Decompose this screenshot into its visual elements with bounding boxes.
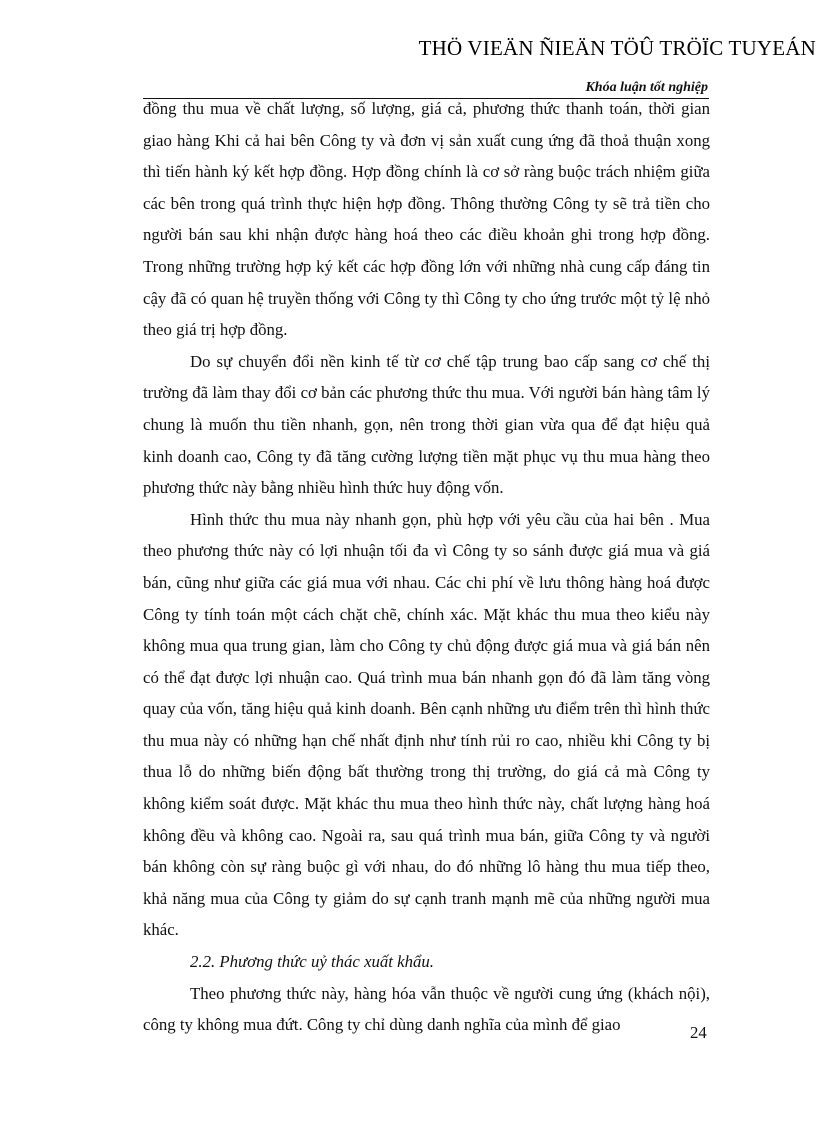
- site-header: THÖ VIEÄN ÑIEÄN TÖÛ TRÖÏC TUYEÁN: [418, 36, 816, 60]
- body-paragraph: Hình thức thu mua này nhanh gọn, phù hợp với yêu cầu của hai bên . Mua theo phương thức này có lợi nhuận tối đa vì Công ty so sánh được giá mua và giá bán, cũng như giữa các giá mua với nhau. Các chi phí về lưu thông hàng hoá được Công ty tính toán một cách chặt chẽ, chính xác. Mặt khác thu mua theo kiểu này không mua qua trung gian, làm cho Công ty chủ động được giá mua và giá bán nên có thể đạt được lợi nhuận cao. Quá trình mua bán nhanh gọn đó đã làm tăng vòng quay của vốn, tăng hiệu quả kinh doanh. Bên cạnh những ưu điểm trên thì hình thức thu mua này có những hạn chế nhất định như tính rủi ro cao, nhiều khi Công ty bị thua lỗ do những biến động bất thường trong thị trường, do giá cả mà Công ty không kiểm soát được. Mặt khác thu mua theo hình thức này, chất lượng hàng hoá không đều và không cao. Ngoài ra, sau quá trình mua bán, giữa Công ty và người bán không còn sự ràng buộc gì với nhau, do đó những lô hàng thu mua tiếp theo, khả năng mua của Công ty giảm do sự cạnh tranh mạnh mẽ của những người mua khác.: [143, 509, 710, 940]
- document-type-header: Khóa luận tốt nghiệp: [585, 80, 708, 95]
- body-paragraph: Theo phương thức này, hàng hóa vẫn thuộc về người cung ứng (khách nội), công ty không mua đứt. Công ty chỉ dùng danh nghĩa của mình để giao: [143, 983, 710, 1035]
- body-paragraph: đồng thu mua về chất lượng, số lượng, giá cả, phương thức thanh toán, thời gian giao hàng Khi cả hai bên Công ty và đơn vị sản xuất cung ứng đã thoả thuận xong thì tiến hành ký kết hợp đồng. Hợp đồng chính là cơ sở ràng buộc trách nhiệm giữa các bên trong quá trình thực hiện hợp đồng. Thông thường Công ty sẽ trả tiền cho người bán sau khi nhận được hàng hoá theo các điều khoản ghi trong hợp đồng. Trong những trường hợp ký kết các hợp đồng lớn với những nhà cung cấp đáng tin cậy đã có quan hệ truyền thống với Công ty thì Công ty cho ứng trước một tỷ lệ nhỏ theo giá trị hợp đồng.: [143, 99, 710, 340]
- section-heading: 2.2. Phương thức uỷ thác xuất khẩu.: [190, 952, 434, 972]
- body-paragraph: Do sự chuyển đổi nền kinh tế từ cơ chế tập trung bao cấp sang cơ chế thị trường đã làm thay đổi cơ bản các phương thức thu mua. Với người bán hàng tâm lý chung là muốn thu tiền nhanh, gọn, nên trong thời gian vừa qua để đạt hiệu quả kinh doanh cao, Công ty đã tăng cường lượng tiền mặt phục vụ thu mua hàng theo phương thức này bằng nhiều hình thức huy động vốn.: [143, 351, 710, 498]
- document-body: [143, 93, 710, 1041]
- page-number: 24: [690, 1023, 707, 1042]
